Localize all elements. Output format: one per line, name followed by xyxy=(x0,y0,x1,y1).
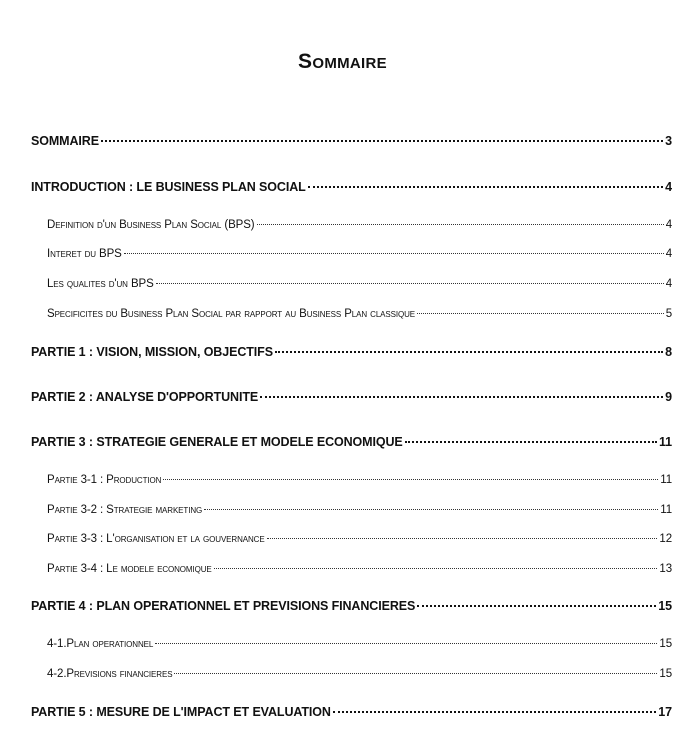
toc-leader-dots xyxy=(405,441,657,443)
toc-leader-dots xyxy=(214,568,658,569)
toc-page-number: 12 xyxy=(659,533,672,545)
toc-entry-partie-4[interactable] xyxy=(31,599,672,613)
toc-page-number: 5 xyxy=(665,308,672,320)
toc-page-number: 9 xyxy=(665,390,672,404)
toc-entry-partie-3-2[interactable] xyxy=(47,504,672,516)
toc-page-number: 3 xyxy=(665,134,672,148)
toc-leader-dots xyxy=(174,673,657,674)
toc-page-number: 4 xyxy=(665,248,672,260)
toc-leader-dots xyxy=(124,253,664,254)
toc-entry-label: Partie 3-2 : Strategie marketing xyxy=(47,504,203,516)
toc-leader-dots xyxy=(417,605,656,607)
toc-entry-label: Specificites du Business Plan Social par rapport au Business Plan classique xyxy=(47,308,416,320)
toc-page-number: 15 xyxy=(658,599,672,613)
toc-page-number: 4 xyxy=(665,219,672,231)
toc-leader-dots xyxy=(267,538,658,539)
toc-page-number: 4 xyxy=(665,180,672,194)
toc-leader-dots xyxy=(163,479,658,480)
toc-entry-partie-2[interactable] xyxy=(31,390,672,404)
toc-page-number: 15 xyxy=(659,668,672,680)
toc-entry-label: PARTIE 3 : STRATEGIE GENERALE ET MODELE ECONOMIQUE xyxy=(31,435,403,449)
toc-entry-partie-3-3[interactable] xyxy=(47,533,672,545)
toc-entry-introduction[interactable] xyxy=(31,180,672,194)
toc-leader-dots xyxy=(275,351,663,353)
toc-entry-label: Partie 3-3 : L'organisation et la gouvernance xyxy=(47,533,265,545)
toc-entry-label: PARTIE 1 : VISION, MISSION, OBJECTIFS xyxy=(31,345,273,359)
toc-leader-dots xyxy=(204,509,658,510)
toc-entry-label: Definition d'un Business Plan Social (BPS) xyxy=(47,219,255,231)
toc-entry-label: INTRODUCTION : LE BUSINESS PLAN SOCIAL xyxy=(31,180,306,194)
toc-page-number: 4 xyxy=(665,278,672,290)
toc-leader-dots xyxy=(156,283,664,284)
toc-page-number: 13 xyxy=(659,563,672,575)
toc-entry-partie-3-1[interactable] xyxy=(47,474,672,486)
toc-entry-partie-3[interactable] xyxy=(31,435,672,449)
toc-entry-label: PARTIE 2 : ANALYSE D'OPPORTUNITE xyxy=(31,390,259,404)
toc-leader-dots xyxy=(101,140,663,142)
toc-page-number: 11 xyxy=(660,474,672,486)
toc-entry-interet-bps[interactable] xyxy=(47,248,672,260)
toc-entry-4-1[interactable] xyxy=(47,638,672,650)
toc-entry-label: 4-2.Previsions financieres xyxy=(47,668,173,680)
toc-entry-label: Partie 3-4 : Le modele economique xyxy=(47,563,212,575)
toc-leader-dots xyxy=(333,711,656,713)
toc-leader-dots xyxy=(260,396,663,398)
toc-entry-definition-bps[interactable] xyxy=(47,219,672,231)
toc-page-number: 8 xyxy=(665,345,672,359)
toc-entry-partie-3-4[interactable] xyxy=(47,563,672,575)
toc-leader-dots xyxy=(417,313,664,314)
toc-entry-label: Les qualites d'un BPS xyxy=(47,278,154,290)
toc-entry-4-2[interactable] xyxy=(47,668,672,680)
toc-entry-partie-5[interactable] xyxy=(31,705,672,719)
toc-leader-dots xyxy=(155,643,657,644)
toc-leader-dots xyxy=(308,186,663,188)
toc-page-number: 17 xyxy=(658,705,672,719)
toc-entry-label: Partie 3-1 : Production xyxy=(47,474,162,486)
toc-entry-label: PARTIE 5 : MESURE DE L'IMPACT ET EVALUATION xyxy=(31,705,331,719)
toc-entry-sommaire[interactable] xyxy=(31,134,672,148)
toc-entry-label: Interet du BPS xyxy=(47,248,122,260)
toc-entry-qualites-bps[interactable] xyxy=(47,278,672,290)
toc-page-number: 11 xyxy=(660,504,672,516)
toc-page-number: 15 xyxy=(659,638,672,650)
page-title: Sommaire xyxy=(298,50,387,73)
toc-page-number: 11 xyxy=(658,435,672,449)
toc-entry-label: PARTIE 4 : PLAN OPERATIONNEL ET PREVISIONS FINANCIERES xyxy=(31,599,416,613)
toc-entry-label: SOMMAIRE xyxy=(31,134,99,148)
toc-entry-label: 4-1.Plan operationnel xyxy=(47,638,154,650)
toc-leader-dots xyxy=(257,224,664,225)
toc-entry-specificites-bps[interactable] xyxy=(47,308,672,320)
toc-entry-partie-1[interactable] xyxy=(31,345,672,359)
